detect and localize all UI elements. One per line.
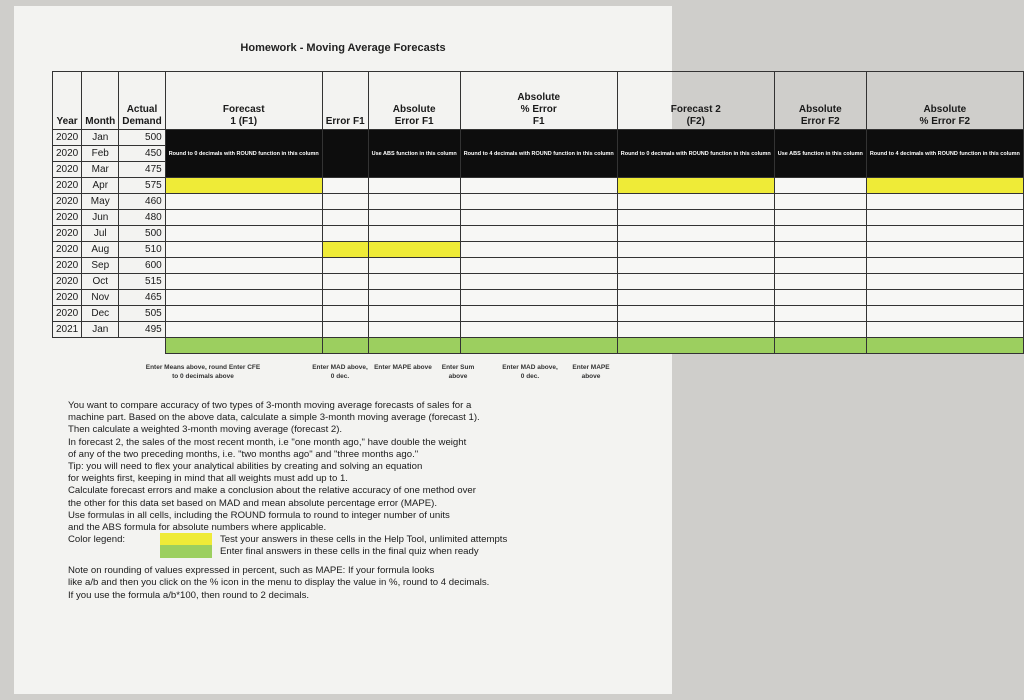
instruction-line: machine part. Based on the above data, calculate a simple 3-month moving average (forecast 1). — [68, 412, 480, 424]
answer-cell[interactable] — [774, 322, 866, 338]
cell-year: 2020 — [53, 194, 82, 210]
answer-cell[interactable] — [368, 306, 460, 322]
header-forecast-1: Forecast 1 (F1) — [165, 72, 322, 130]
note-line: like a/b and then you click on the % icon in the menu to display the value in %, round to 4 decimals. — [68, 577, 490, 589]
answer-cell[interactable] — [322, 274, 368, 290]
answer-cell[interactable] — [368, 322, 460, 338]
answer-cell[interactable] — [774, 242, 866, 258]
answer-cell[interactable] — [165, 194, 322, 210]
header-abs-pct-error-f1: Absolute % Error F1 — [460, 72, 617, 130]
answer-cell[interactable] — [165, 210, 322, 226]
answer-cell[interactable] — [322, 210, 368, 226]
answer-cell[interactable] — [322, 322, 368, 338]
table-row — [53, 178, 1024, 194]
cell-year: 2020 — [53, 178, 82, 194]
cell-demand: 500 — [119, 226, 165, 242]
summary-row — [53, 338, 1024, 354]
instruction-line: for weights first, keeping in mind that all weights must add up to 1. — [68, 473, 348, 485]
footer-note-mape-f1: Enter MAPE above — [374, 364, 432, 371]
cell-month: Mar — [82, 162, 119, 178]
answer-cell[interactable] — [774, 290, 866, 306]
cell-month: Oct — [82, 274, 119, 290]
answer-cell[interactable] — [460, 322, 617, 338]
cell-year: 2020 — [53, 210, 82, 226]
note-abs-error-f2: Use ABS function in this column — [774, 130, 866, 178]
instructions — [68, 400, 628, 602]
answer-cell[interactable] — [617, 242, 774, 258]
answer-cell[interactable] — [866, 306, 1023, 322]
cell-demand: 465 — [119, 290, 165, 306]
note-line: If you use the formula a/b*100, then round to 2 decimals. — [68, 589, 310, 601]
cell-demand: 505 — [119, 306, 165, 322]
answer-cell[interactable] — [617, 258, 774, 274]
answer-cell[interactable] — [617, 226, 774, 242]
answer-cell[interactable] — [617, 210, 774, 226]
cell-demand: 475 — [119, 162, 165, 178]
answer-cell[interactable] — [460, 274, 617, 290]
table-row — [53, 306, 1024, 322]
answer-cell[interactable] — [460, 258, 617, 274]
cell-demand: 450 — [119, 146, 165, 162]
note-error-f1 — [322, 130, 368, 178]
answer-cell[interactable] — [866, 322, 1023, 338]
instruction-line: Then calculate a weighted 3-month moving average (forecast 2). — [68, 424, 343, 436]
cell-month: Jan — [82, 322, 119, 338]
cell-month: Feb — [82, 146, 119, 162]
answer-cell[interactable] — [617, 322, 774, 338]
cell-year: 2020 — [53, 130, 82, 146]
answer-cfe-f1[interactable] — [322, 338, 368, 354]
cell-year: 2020 — [53, 274, 82, 290]
legend-green-text: Enter final answers in these cells in the final quiz when ready — [220, 546, 479, 558]
answer-mad-f2[interactable] — [774, 338, 866, 354]
answer-cell[interactable] — [617, 178, 774, 194]
table-row — [53, 242, 1024, 258]
instruction-line: Tip: you will need to flex your analytical abilities by creating and solving an equation — [68, 461, 423, 473]
answer-cell[interactable] — [368, 242, 460, 258]
cell-year: 2020 — [53, 226, 82, 242]
answer-cell[interactable] — [322, 258, 368, 274]
answer-cell[interactable] — [165, 306, 322, 322]
answer-cell[interactable] — [165, 290, 322, 306]
answer-cell[interactable] — [165, 274, 322, 290]
note-abs-pct-error-f2: Round to 4 decimals with ROUND function in this column — [866, 130, 1023, 178]
answer-cell[interactable] — [165, 226, 322, 242]
table-row — [53, 226, 1024, 242]
answer-mean-f1[interactable] — [165, 338, 322, 354]
header-abs-pct-error-f2: Absolute % Error F2 — [866, 72, 1023, 130]
instruction-line: of any of the two preceding months, i.e. "two months ago" and "three months ago." — [68, 448, 419, 460]
cell-year: 2020 — [53, 258, 82, 274]
answer-cell[interactable] — [322, 306, 368, 322]
cell-demand: 480 — [119, 210, 165, 226]
answer-cell[interactable] — [165, 242, 322, 258]
answer-cell[interactable] — [460, 210, 617, 226]
header-month: Month — [82, 72, 119, 130]
table-row — [53, 322, 1024, 338]
cell-month: Nov — [82, 290, 119, 306]
cell-year: 2020 — [53, 306, 82, 322]
cell-year: 2020 — [53, 146, 82, 162]
answer-cell[interactable] — [774, 210, 866, 226]
answer-cell[interactable] — [322, 194, 368, 210]
footer-note-sum: Enter Sum above — [441, 364, 475, 380]
answer-cell[interactable] — [617, 290, 774, 306]
answer-cell[interactable] — [165, 322, 322, 338]
footer-note-mape-f2: Enter MAPE above — [572, 364, 610, 380]
footer-note-mad-f2: Enter MAD above, 0 dec. — [502, 364, 558, 380]
cell-demand: 515 — [119, 274, 165, 290]
answer-cell[interactable] — [368, 290, 460, 306]
header-abs-error-f1: Absolute Error F1 — [368, 72, 460, 130]
answer-cell[interactable] — [460, 194, 617, 210]
answer-cell[interactable] — [866, 226, 1023, 242]
answer-cell[interactable] — [460, 242, 617, 258]
note-abs-error-f1: Use ABS function in this column — [368, 130, 460, 178]
note-forecast-2: Round to 0 decimals with ROUND function in this column — [617, 130, 774, 178]
answer-cell[interactable] — [368, 210, 460, 226]
legend-green-row — [68, 546, 628, 558]
answer-cell[interactable] — [165, 258, 322, 274]
cell-demand: 600 — [119, 258, 165, 274]
header-row — [53, 72, 1024, 130]
note-forecast-1: Round to 0 decimals with ROUND function in this column — [165, 130, 322, 178]
cell-month: Jan — [82, 130, 119, 146]
instruction-line: the other for this data set based on MAD and mean absolute percentage error (MAPE). — [68, 497, 438, 509]
note-line: Note on rounding of values expressed in percent, such as MAPE: If your formula looks — [68, 565, 435, 577]
legend-label: Color legend: — [68, 534, 126, 546]
legend-yellow-text: Test your answers in these cells in the Help Tool, unlimited attempts — [220, 534, 508, 546]
cell-demand: 575 — [119, 178, 165, 194]
worksheet-page — [14, 6, 1020, 694]
answer-cell[interactable] — [774, 258, 866, 274]
page-title: Homework - Moving Average Forecasts — [240, 42, 446, 54]
cell-month: Aug — [82, 242, 119, 258]
cell-year: 2020 — [53, 162, 82, 178]
legend-green-swatch — [160, 545, 212, 558]
header-year: Year — [53, 72, 82, 130]
cell-demand: 500 — [119, 130, 165, 146]
instruction-line: Use formulas in all cells, including the ROUND formula to round to integer number of units — [68, 509, 450, 521]
answer-cell[interactable] — [617, 274, 774, 290]
instruction-line: and the ABS formula for absolute numbers where applicable. — [68, 522, 327, 534]
cell-demand: 510 — [119, 242, 165, 258]
table-row — [53, 210, 1024, 226]
header-abs-error-f2: Absolute Error F2 — [774, 72, 866, 130]
cell-month: Sep — [82, 258, 119, 274]
instruction-line: You want to compare accuracy of two types of 3-month moving average forecasts of sales for a — [68, 400, 472, 411]
answer-cell[interactable] — [368, 226, 460, 242]
answer-cell[interactable] — [774, 194, 866, 210]
cell-year: 2020 — [53, 290, 82, 306]
header-actual-demand: Actual Demand — [119, 72, 165, 130]
table-row — [53, 194, 1024, 210]
answer-cell[interactable] — [460, 290, 617, 306]
table-row — [53, 258, 1024, 274]
table-row — [53, 130, 1024, 146]
rounding-note — [68, 565, 628, 602]
answer-cell[interactable] — [460, 306, 617, 322]
answer-sum[interactable] — [617, 338, 774, 354]
answer-cell[interactable] — [617, 306, 774, 322]
cell-month: May — [82, 194, 119, 210]
answer-cell[interactable] — [866, 290, 1023, 306]
cell-demand: 460 — [119, 194, 165, 210]
answer-cell[interactable] — [368, 194, 460, 210]
answer-cell[interactable] — [322, 290, 368, 306]
answer-cell[interactable] — [866, 178, 1023, 194]
answer-cell[interactable] — [368, 178, 460, 194]
answer-mape-f2[interactable] — [866, 338, 1023, 354]
answer-cell[interactable] — [460, 178, 617, 194]
answer-cell[interactable] — [368, 258, 460, 274]
answer-cell[interactable] — [774, 274, 866, 290]
answer-cell[interactable] — [866, 258, 1023, 274]
cell-demand: 495 — [119, 322, 165, 338]
answer-cell[interactable] — [322, 226, 368, 242]
answer-cell[interactable] — [866, 210, 1023, 226]
cell-month: Jun — [82, 210, 119, 226]
instruction-line: In forecast 2, the sales of the most recent month, i.e "one month ago," have double the weight — [68, 436, 467, 448]
answer-cell[interactable] — [866, 274, 1023, 290]
header-error-f1: Error F1 — [322, 72, 368, 130]
answer-mape-f1[interactable] — [460, 338, 617, 354]
answer-cell[interactable] — [617, 194, 774, 210]
table-row — [53, 274, 1024, 290]
header-forecast-2: Forecast 2 (F2) — [617, 72, 774, 130]
table-row — [53, 290, 1024, 306]
cell-month: Dec — [82, 306, 119, 322]
answer-cell[interactable] — [460, 226, 617, 242]
answer-cell[interactable] — [322, 178, 368, 194]
footer-note-means: Enter Means above, round Enter CFE to 0 decimals above — [145, 364, 261, 380]
cell-year: 2021 — [53, 322, 82, 338]
cell-month: Jul — [82, 226, 119, 242]
answer-cell[interactable] — [866, 242, 1023, 258]
legend-yellow-row — [68, 534, 628, 546]
answer-cell[interactable] — [774, 226, 866, 242]
footer-note-mad-f1: Enter MAD above, 0 dec. — [312, 364, 368, 380]
answer-cell[interactable] — [774, 178, 866, 194]
answer-cell[interactable] — [774, 306, 866, 322]
note-abs-pct-error-f1: Round to 4 decimals with ROUND function in this column — [460, 130, 617, 178]
cell-month: Apr — [82, 178, 119, 194]
cell-year: 2020 — [53, 242, 82, 258]
answer-cell[interactable] — [322, 242, 368, 258]
answer-cell[interactable] — [368, 274, 460, 290]
answer-cell[interactable] — [866, 194, 1023, 210]
answer-mad-f1[interactable] — [368, 338, 460, 354]
forecast-table — [52, 71, 1024, 354]
instruction-line: Calculate forecast errors and make a conclusion about the relative accuracy of one method over — [68, 485, 476, 497]
answer-cell[interactable] — [165, 178, 322, 194]
